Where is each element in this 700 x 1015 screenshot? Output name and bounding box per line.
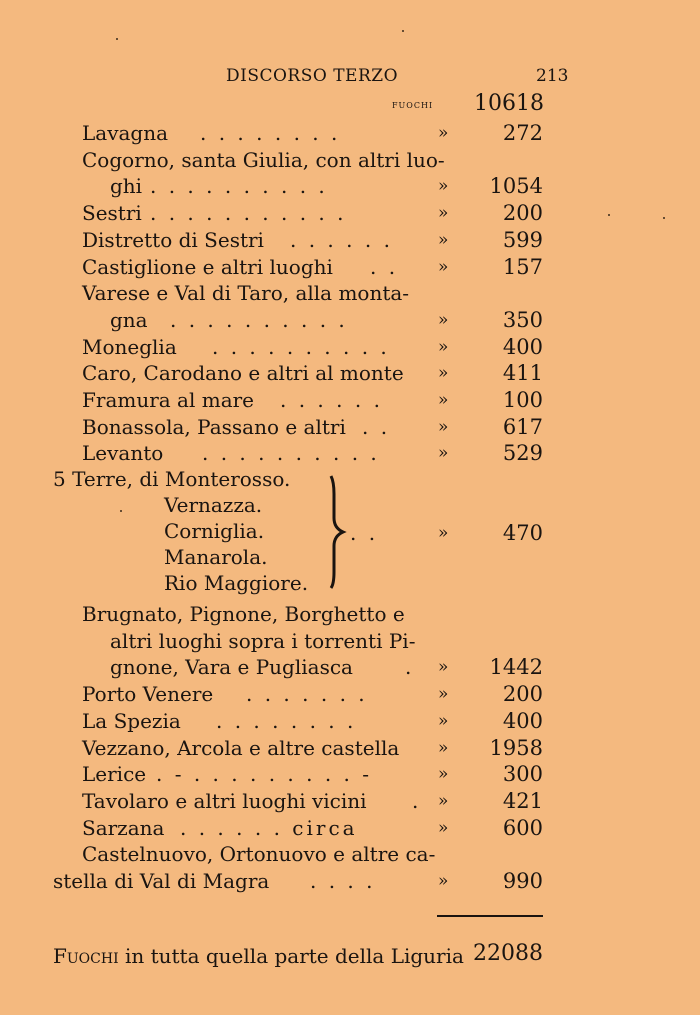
leader-dots: . . . . . . . . . . <box>212 334 390 359</box>
leader-dots: . . . . . . . . . . <box>202 441 380 466</box>
fuochi-label: fuochi <box>392 97 434 111</box>
entry-text: Porto Venere <box>82 682 214 707</box>
entry-value: 1958 <box>489 735 543 760</box>
ditto-mark: » <box>438 443 449 464</box>
entry-text: gna <box>110 307 148 332</box>
ditto-mark: » <box>438 363 449 384</box>
leader-dots: . . <box>370 254 399 279</box>
ditto-mark: » <box>438 871 449 891</box>
leader-dots: . . . . . . <box>280 388 383 412</box>
ditto-mark: » <box>438 817 449 838</box>
entry-value: 599 <box>502 227 543 252</box>
total-label-rest: in tutta quella parte della Liguria <box>118 944 464 968</box>
entry-value: 350 <box>502 307 543 332</box>
leader-dots: . . <box>362 414 391 439</box>
leader-dots: . <box>412 788 422 813</box>
entry-value: 421 <box>502 788 543 813</box>
leader-dots: . . . . . . . . <box>216 708 357 733</box>
entry-value: 200 <box>502 682 543 707</box>
entry-value: 1054 <box>489 174 543 199</box>
paper-speck <box>116 38 118 40</box>
entry-text: Brugnato, Pignone, Borghetto e <box>82 602 405 626</box>
ditto-mark: » <box>438 229 449 250</box>
cinque-terre-value: 470 <box>502 521 543 545</box>
entry-value: 529 <box>502 441 543 466</box>
leader-dots: . . . . . . . . . . <box>150 174 328 199</box>
entry-text: stella di Val di Magra <box>53 869 270 893</box>
entry-text: Bonassola, Passano e altri <box>82 414 346 439</box>
entry-text: Lerice <box>82 762 147 787</box>
ditto-mark: » <box>438 309 449 330</box>
entry-text: Castelnuovo, Ortonuovo e altre ca- <box>82 842 436 867</box>
entry-value: 400 <box>502 334 543 359</box>
entry-text: La Spezia <box>82 708 181 733</box>
ditto-mark: » <box>438 710 449 731</box>
total-value: 22088 <box>473 941 543 966</box>
entry-value: 1442 <box>489 655 543 680</box>
cinque-terre-item: Rio Maggiore. <box>164 571 309 595</box>
cinque-terre-item: Manarola. <box>164 545 268 569</box>
entry-text: gnone, Vara e Pugliasca <box>110 655 353 680</box>
cinque-terre-dots: . . <box>350 521 379 545</box>
carried-total: 10618 <box>474 91 544 116</box>
entry-text: Caro, Carodano e altri al monte <box>82 361 404 386</box>
entry-value: 157 <box>502 254 543 279</box>
leader-dots: . . . . . . . <box>246 682 368 707</box>
cinque-terre-item: Corniglia. <box>164 519 265 543</box>
entry-text: Varese e Val di Taro, alla monta- <box>82 281 410 306</box>
ditto-mark: » <box>438 203 449 224</box>
leader-dots: . . . . . . . . . . . <box>150 201 347 226</box>
ditto-mark: » <box>438 176 449 197</box>
leader-dots: . . . . . . circa <box>180 815 358 840</box>
running-header-title: DISCORSO TERZO <box>226 66 399 86</box>
paper-speck <box>120 510 122 512</box>
ditto-mark: » <box>438 256 449 277</box>
paper-speck <box>663 217 665 219</box>
leader-dots: . . . . . . . . . . <box>170 307 348 332</box>
right-brace-icon <box>325 474 353 590</box>
entry-text: altri luoghi sopra i torrenti Pi- <box>110 628 416 653</box>
entry-text: Tavolaro e altri luoghi vicini <box>82 788 367 813</box>
ditto-mark: » <box>438 737 449 758</box>
entry-value: 400 <box>502 708 543 733</box>
leader-dots: . - . . . . . . . . . - <box>156 762 373 787</box>
entry-text: Sarzana <box>82 815 165 840</box>
entry-text: Framura al mare <box>82 388 255 412</box>
entry-value: 617 <box>502 414 543 439</box>
cinque-terre-lead: 5 Terre, di Monterosso. <box>53 467 291 491</box>
ditto-mark: » <box>438 764 449 785</box>
entry-text: Lavagna <box>82 121 169 145</box>
entry-text: Vezzano, Arcola e altre castella <box>82 735 400 760</box>
entry-text: Moneglia <box>82 334 177 359</box>
ditto-mark: » <box>438 684 449 705</box>
entry-text: Distretto di Sestri <box>82 227 264 252</box>
leader-dots: . . . . <box>310 869 376 893</box>
entry-value: 990 <box>502 869 543 893</box>
sum-rule <box>437 915 543 917</box>
entry-text: ghi <box>110 174 143 199</box>
entry-text: Sestri <box>82 201 142 226</box>
entry-value: 600 <box>502 815 543 840</box>
ditto-mark: » <box>438 123 449 143</box>
entry-text: Cogorno, santa Giulia, con altri luo- <box>82 147 445 172</box>
entry-value: 100 <box>502 388 543 412</box>
page-number: 213 <box>536 66 569 86</box>
entry-value: 272 <box>502 121 543 145</box>
entry-text: Levanto <box>82 441 164 466</box>
entry-text: Castiglione e altri luoghi <box>82 254 333 279</box>
entry-value: 411 <box>502 361 543 386</box>
ditto-mark: » <box>438 416 449 437</box>
ditto-mark: » <box>438 523 449 543</box>
total-label <box>53 944 464 968</box>
leader-dots: . . . . . . <box>290 227 393 252</box>
paper-speck <box>608 214 610 216</box>
cinque-terre-item: Vernazza. <box>164 493 263 517</box>
ditto-mark: » <box>438 790 449 811</box>
ditto-mark: » <box>438 336 449 357</box>
leader-dots: . . . . . . . . <box>200 121 341 145</box>
ditto-mark: » <box>438 657 449 678</box>
paper-speck <box>402 30 404 32</box>
entry-value: 300 <box>502 762 543 787</box>
ditto-mark: » <box>438 390 449 410</box>
entry-value: 200 <box>502 201 543 226</box>
total-label-caps: Fuochi <box>53 944 119 968</box>
leader-dots: . <box>405 655 415 680</box>
